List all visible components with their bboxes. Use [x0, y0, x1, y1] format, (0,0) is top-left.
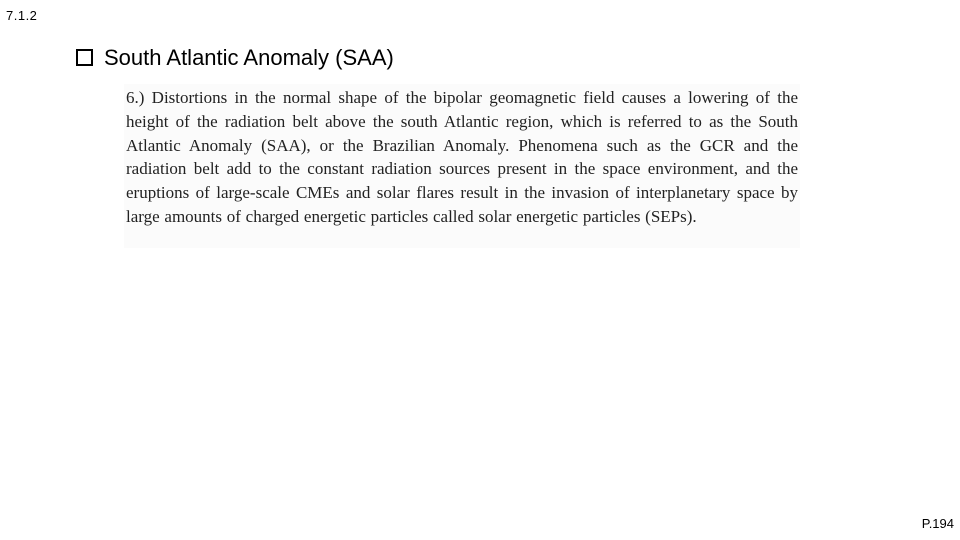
section-heading	[76, 44, 394, 72]
excerpt-paragraph: 6.) Distortions in the normal shape of the bipolar geomagnetic field causes a lowering of the height of the radiation belt above the south Atlantic region, which is referred to as the South Atlantic Anomaly (SAA), or the Brazilian Anomaly. Phenomena such as the GCR and the radiation belt add to the constant radiation sources present in the space environment, and the eruptions of large-scale CMEs and solar flares result in the invasion of interplanetary space by large amounts of charged energetic particles called solar energetic particles (SEPs).	[126, 88, 798, 226]
scanned-text-image	[124, 84, 800, 248]
page-number: P.194	[921, 516, 954, 531]
heading-text: South Atlantic Anomaly (SAA)	[104, 45, 394, 70]
section-number: 7.1.2	[6, 8, 38, 23]
square-bullet-icon	[76, 49, 93, 66]
